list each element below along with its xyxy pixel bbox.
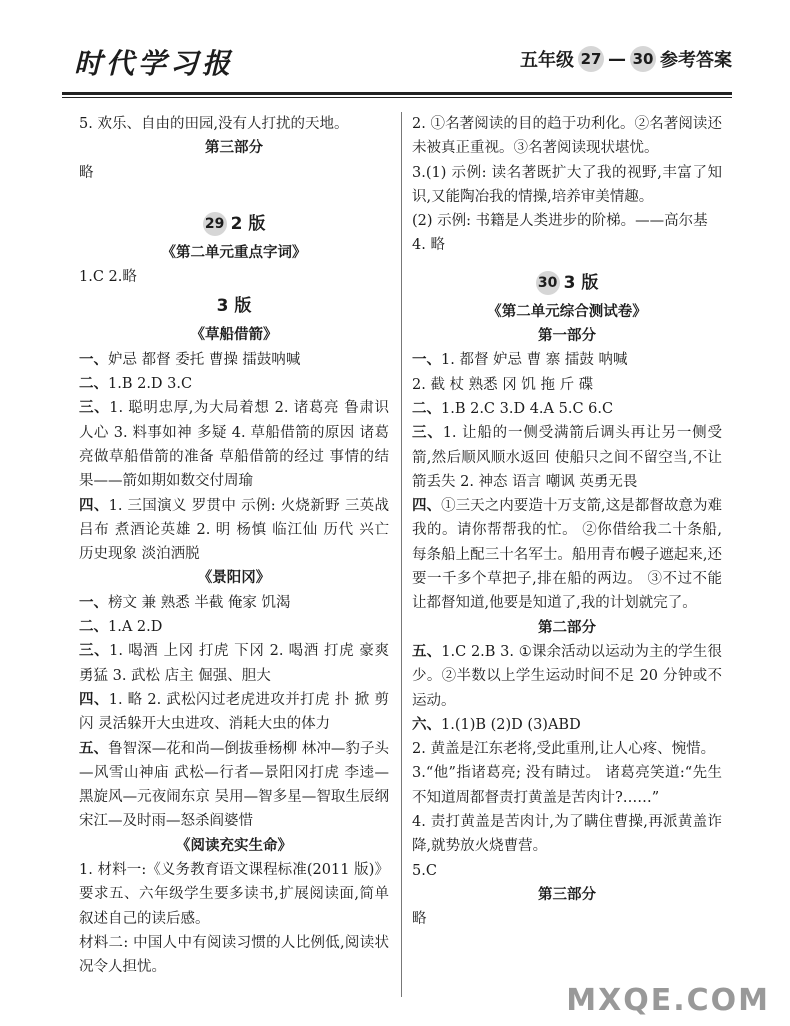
answer-line: 2. 截 杖 熟悉 冈 饥 拖 斤 碟 xyxy=(412,376,594,393)
issue-badge: 30 xyxy=(536,271,560,295)
answer-line xyxy=(412,713,722,737)
watermark: MXQE.COM xyxy=(566,983,770,1018)
item-label: 二、 xyxy=(79,376,108,393)
item-label: 四、 xyxy=(79,691,109,708)
item-label: 二、 xyxy=(412,400,441,417)
version-heading xyxy=(79,207,389,241)
answer-line xyxy=(79,688,389,737)
spacer xyxy=(79,185,389,207)
answer-line xyxy=(79,639,389,688)
item-text: 1.(1)B (2)D (3)ABD xyxy=(441,716,581,733)
dash: — xyxy=(608,48,626,70)
version-heading: 3 版 xyxy=(216,296,252,317)
item-label: 五、 xyxy=(79,740,109,757)
item-label: 三、 xyxy=(412,425,443,442)
item-text: 妒忌 都督 委托 曹操 擂鼓呐喊 xyxy=(108,351,301,368)
article-title: 《景阳冈》 xyxy=(197,570,271,587)
version-label: 3 版 xyxy=(563,272,599,293)
answer-line: 略 xyxy=(412,911,427,928)
grade-text: 五年级 xyxy=(520,50,574,71)
grade-issue-label xyxy=(520,46,732,72)
header-rule-thick xyxy=(62,92,732,95)
answer-line: 材料二: 中国人中有阅读习惯的人比例低,阅读状况令人担忧。 xyxy=(79,934,389,976)
answer-line: 5. 欢乐、自由的田园,没有人打扰的天地。 xyxy=(79,116,349,132)
item-text: 1. 让船的一侧受满箭后调头再让另一侧受箭,然后顺风顺水返回 使船只之间不留空当,不让箭丢失 2. 神态 语言 嘲讽 英勇无畏 xyxy=(412,425,723,490)
answer-line xyxy=(79,615,389,639)
item-label: 三、 xyxy=(79,643,110,660)
article-title: 《草船借箭》 xyxy=(190,327,278,344)
answer-line: 略 xyxy=(79,164,94,181)
page-header xyxy=(62,40,732,82)
spacer xyxy=(412,258,722,266)
column-divider xyxy=(401,112,402,997)
answer-line xyxy=(79,372,389,396)
item-label: 一、 xyxy=(412,352,441,369)
answer-line xyxy=(412,494,722,615)
section-title: 第一部分 xyxy=(538,328,596,345)
left-column xyxy=(79,112,389,980)
issue-to-badge: 30 xyxy=(630,46,656,72)
answer-line xyxy=(79,591,389,615)
item-text: 鲁智深—花和尚—倒拔垂杨柳 林冲—豹子头—风雪山神庙 武松—行者—景阳冈打虎 李逵—黑旋风—元夜闹东京 吴用—智多星—智取生辰纲 宋江—及时雨—怒杀阎婆惜 xyxy=(79,740,390,830)
item-label: 五、 xyxy=(412,643,442,660)
item-text: 1. 喝酒 上冈 打虎 下冈 2. 喝酒 打虎 豪爽 勇猛 3. 武松 店主 倔强、胆大 xyxy=(79,643,389,684)
answer-line: 3.(1) 示例: 读名著既扩大了我的视野,丰富了知识,又能陶冶我的情操,培养审美情趣。 xyxy=(412,164,722,205)
item-text: 1. 聪明忠厚,为大局着想 2. 诸葛亮 鲁肃识人心 3. 料事如神 多疑 4. 草船借箭的原因 诸葛亮做草船借箭的准备 草船借箭的经过 事情的结果——箭如期如数交付周瑜 xyxy=(79,400,389,490)
item-text: 1.A 2.D xyxy=(108,619,163,636)
answer-line: 5.C xyxy=(412,862,437,879)
item-text: 1.B 2.D 3.C xyxy=(108,376,193,393)
version-label: 2 版 xyxy=(230,213,266,234)
section-title: 第三部分 xyxy=(538,886,596,903)
header-rule-thin xyxy=(62,97,732,98)
article-title: 《第二单元综合测试卷》 xyxy=(487,303,647,320)
answer-line: 2. 黄盖是江东老将,受此重刑,让人心疼、惋惜。 xyxy=(412,741,716,758)
answer-line: (2) 示例: 书籍是人类进步的阶梯。——高尔基 xyxy=(412,213,708,230)
item-text: 1.C 2.B 3. ①课余活动以运动为主的学生很少。②半数以上学生运动时间不足 20 分钟或不运动。 xyxy=(412,643,722,709)
answer-line xyxy=(79,348,389,372)
item-label: 二、 xyxy=(79,619,108,636)
item-label: 三、 xyxy=(79,400,110,417)
answer-line xyxy=(412,640,722,713)
newspaper-logo: 时代学习报 xyxy=(74,47,235,80)
answer-line: 4. 略 xyxy=(412,237,445,254)
answer-line: 1. 材料一:《义务教育语文课程标准(2011 版)》要求五、六年级学生要多读书,扩展阅读面,简单叙述自己的读后感。 xyxy=(79,862,389,927)
item-text: 榜文 兼 熟悉 半截 俺家 饥渴 xyxy=(108,594,291,611)
answer-line xyxy=(79,737,389,834)
article-title: 《阅读充实生命》 xyxy=(176,837,292,854)
answer-line xyxy=(412,421,722,494)
item-text: ①三天之内要造十万支箭,这是都督故意为难我的。请你帮帮我的忙。 ②你借给我二十条船,每条船上配三十名军士。船用青布幔子遮起来,还要一千多个草把子,排在船的两边。 ③不过不能让都督知道,他要是知道了,我的计划就完了。 xyxy=(412,498,723,612)
item-label: 六、 xyxy=(412,716,441,733)
version-heading xyxy=(412,266,722,300)
item-text: 1. 略 2. 武松闪过老虎进攻并打虎 扑 掀 剪 闪 灵活躲开大虫进攻、消耗大虫的体力 xyxy=(79,691,390,733)
answer-line: 3.“他”指诸葛亮; 没有睛过。 诸葛亮笑道:“先生不知道周都督责打黄盖是苦肉计?……” xyxy=(412,765,722,806)
right-column xyxy=(412,112,722,932)
item-label: 一、 xyxy=(79,351,108,368)
section-title: 第三部分 xyxy=(205,140,263,157)
item-label: 一、 xyxy=(79,594,108,611)
issue-from-badge: 27 xyxy=(578,46,604,72)
answer-line xyxy=(412,397,722,421)
item-text: 1. 都督 妒忌 曹 寨 擂鼓 呐喊 xyxy=(441,352,628,369)
article-title: 《第二单元重点字词》 xyxy=(161,244,307,261)
answer-line: 1.C 2.略 xyxy=(79,269,137,286)
issue-badge: 29 xyxy=(203,212,227,236)
answer-line xyxy=(79,494,389,567)
answer-line xyxy=(412,348,722,372)
answer-line: 4. 责打黄盖是苦肉计,为了瞒住曹操,再派黄盖诈降,就势放火烧曹营。 xyxy=(412,814,722,855)
answer-line xyxy=(79,396,389,493)
item-text: 1.B 2.C 3.D 4.A 5.C 6.C xyxy=(441,400,614,417)
item-text: 1. 三国演义 罗贯中 示例: 火烧新野 三英战吕布 煮酒论英雄 2. 明 杨慎 临江仙 历代 兴亡 历史现象 淡泊洒脱 xyxy=(79,497,390,563)
item-label: 四、 xyxy=(79,497,109,514)
section-title: 第二部分 xyxy=(538,619,596,636)
answers-text: 参考答案 xyxy=(660,50,732,71)
item-label: 四、 xyxy=(412,498,442,515)
answer-line: 2. ①名著阅读的目的趋于功利化。②名著阅读还未被真正重视。③名著阅读现状堪忧。 xyxy=(412,116,722,157)
